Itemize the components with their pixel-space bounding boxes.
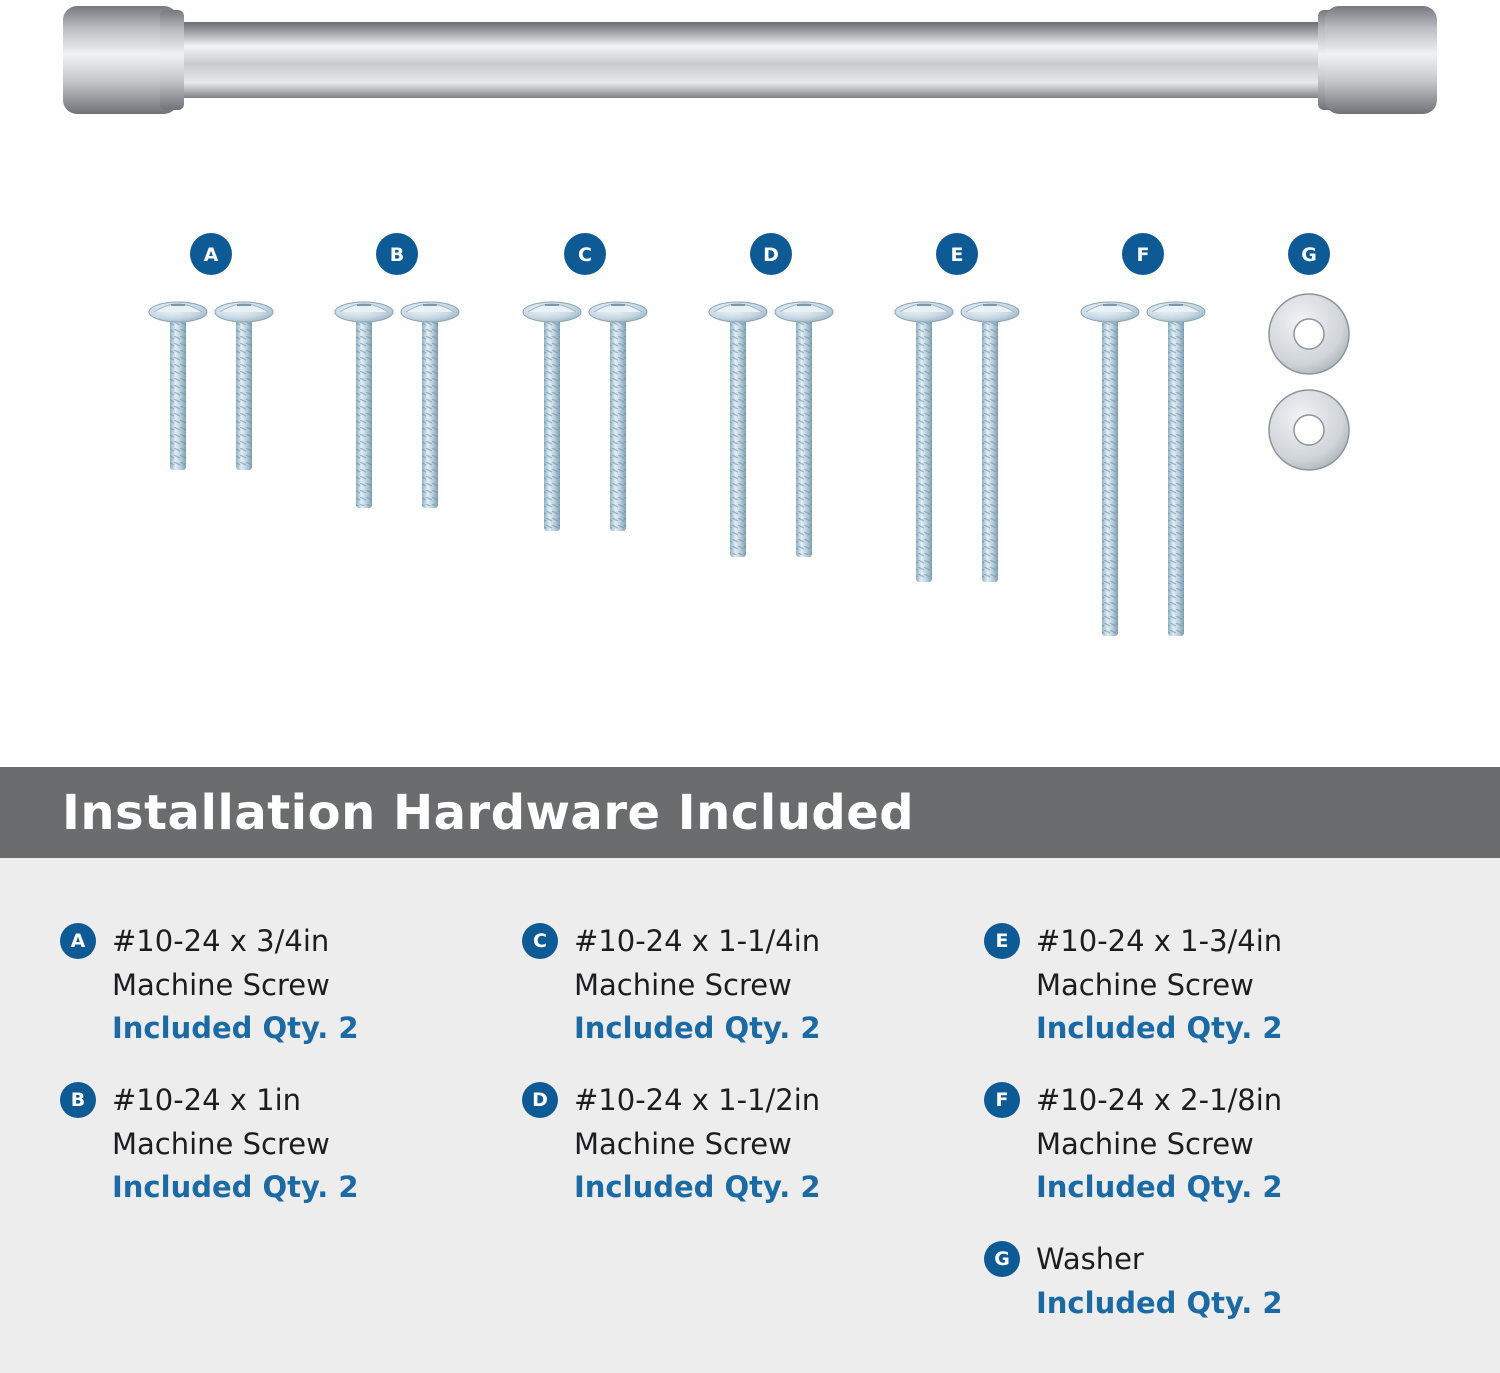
- machine-screw: [775, 302, 833, 557]
- badge-top-d: [750, 233, 792, 275]
- badge-a: A: [60, 923, 96, 959]
- item-size: #10-24 x 1-1/4in: [574, 924, 821, 958]
- badge-letter: F: [1136, 244, 1150, 266]
- badge-letter: G: [1301, 244, 1317, 266]
- item-qty: Included Qty. 2: [112, 1170, 359, 1204]
- badge-letter: A: [203, 244, 219, 266]
- hardware-list: [0, 858, 1500, 1373]
- badge-b: B: [60, 1082, 96, 1118]
- item-qty: Included Qty. 2: [1036, 1170, 1283, 1204]
- washer: [1269, 390, 1349, 470]
- machine-screw: [149, 302, 207, 470]
- item-desc: Machine Screw: [1036, 967, 1254, 1002]
- item-desc: Machine Screw: [112, 967, 330, 1002]
- badge-letter: B: [389, 244, 405, 266]
- machine-screw: [335, 302, 393, 508]
- page-title: Installation Hardware Included: [62, 785, 915, 841]
- badge-top-f: [1122, 233, 1164, 275]
- item-size: #10-24 x 3/4in: [112, 924, 330, 958]
- badge-letter: D: [763, 244, 779, 266]
- washer-pair: [1269, 294, 1349, 470]
- badge-letter: E: [950, 244, 964, 266]
- machine-screw: [895, 302, 953, 582]
- badge-d: D: [522, 1082, 558, 1118]
- badge-e: E: [984, 923, 1020, 959]
- machine-screw: [401, 302, 459, 508]
- badge-top-g: [1288, 233, 1330, 275]
- washer: [1269, 294, 1349, 374]
- item-size: #10-24 x 1in: [112, 1083, 302, 1117]
- machine-screw: [1147, 302, 1205, 636]
- machine-screw: [709, 302, 767, 557]
- badge-letter: C: [578, 244, 592, 266]
- machine-screw: [1081, 302, 1139, 636]
- badge-top-c: [564, 233, 606, 275]
- title-band: [0, 767, 1500, 858]
- item-qty: Included Qty. 2: [574, 1011, 821, 1045]
- machine-screw: [961, 302, 1019, 582]
- item-size: Washer: [1036, 1242, 1144, 1276]
- item-size: #10-24 x 1-1/2in: [574, 1083, 821, 1117]
- item-qty: Included Qty. 2: [1036, 1285, 1283, 1320]
- badge-c: C: [522, 923, 558, 959]
- machine-screw: [215, 302, 273, 470]
- item-qty: Included Qty. 2: [574, 1170, 821, 1204]
- item-size: #10-24 x 2-1/8in: [1036, 1083, 1283, 1117]
- item-desc: Machine Screw: [574, 1126, 792, 1161]
- badge-g: G: [984, 1241, 1020, 1277]
- item-desc: Machine Screw: [112, 1126, 330, 1161]
- item-qty: Included Qty. 2: [112, 1011, 359, 1045]
- badge-top-e: [936, 233, 978, 275]
- badge-top-a: [190, 233, 232, 275]
- item-size: #10-24 x 1-3/4in: [1036, 924, 1283, 958]
- machine-screw: [523, 302, 581, 531]
- item-desc: Machine Screw: [1036, 1126, 1254, 1161]
- cabinet-pull-handle: [63, 6, 1437, 114]
- badge-f: F: [984, 1082, 1020, 1118]
- badge-top-b: [376, 233, 418, 275]
- item-desc: Machine Screw: [574, 967, 792, 1002]
- item-qty: Included Qty. 2: [1036, 1011, 1283, 1045]
- machine-screw: [589, 302, 647, 531]
